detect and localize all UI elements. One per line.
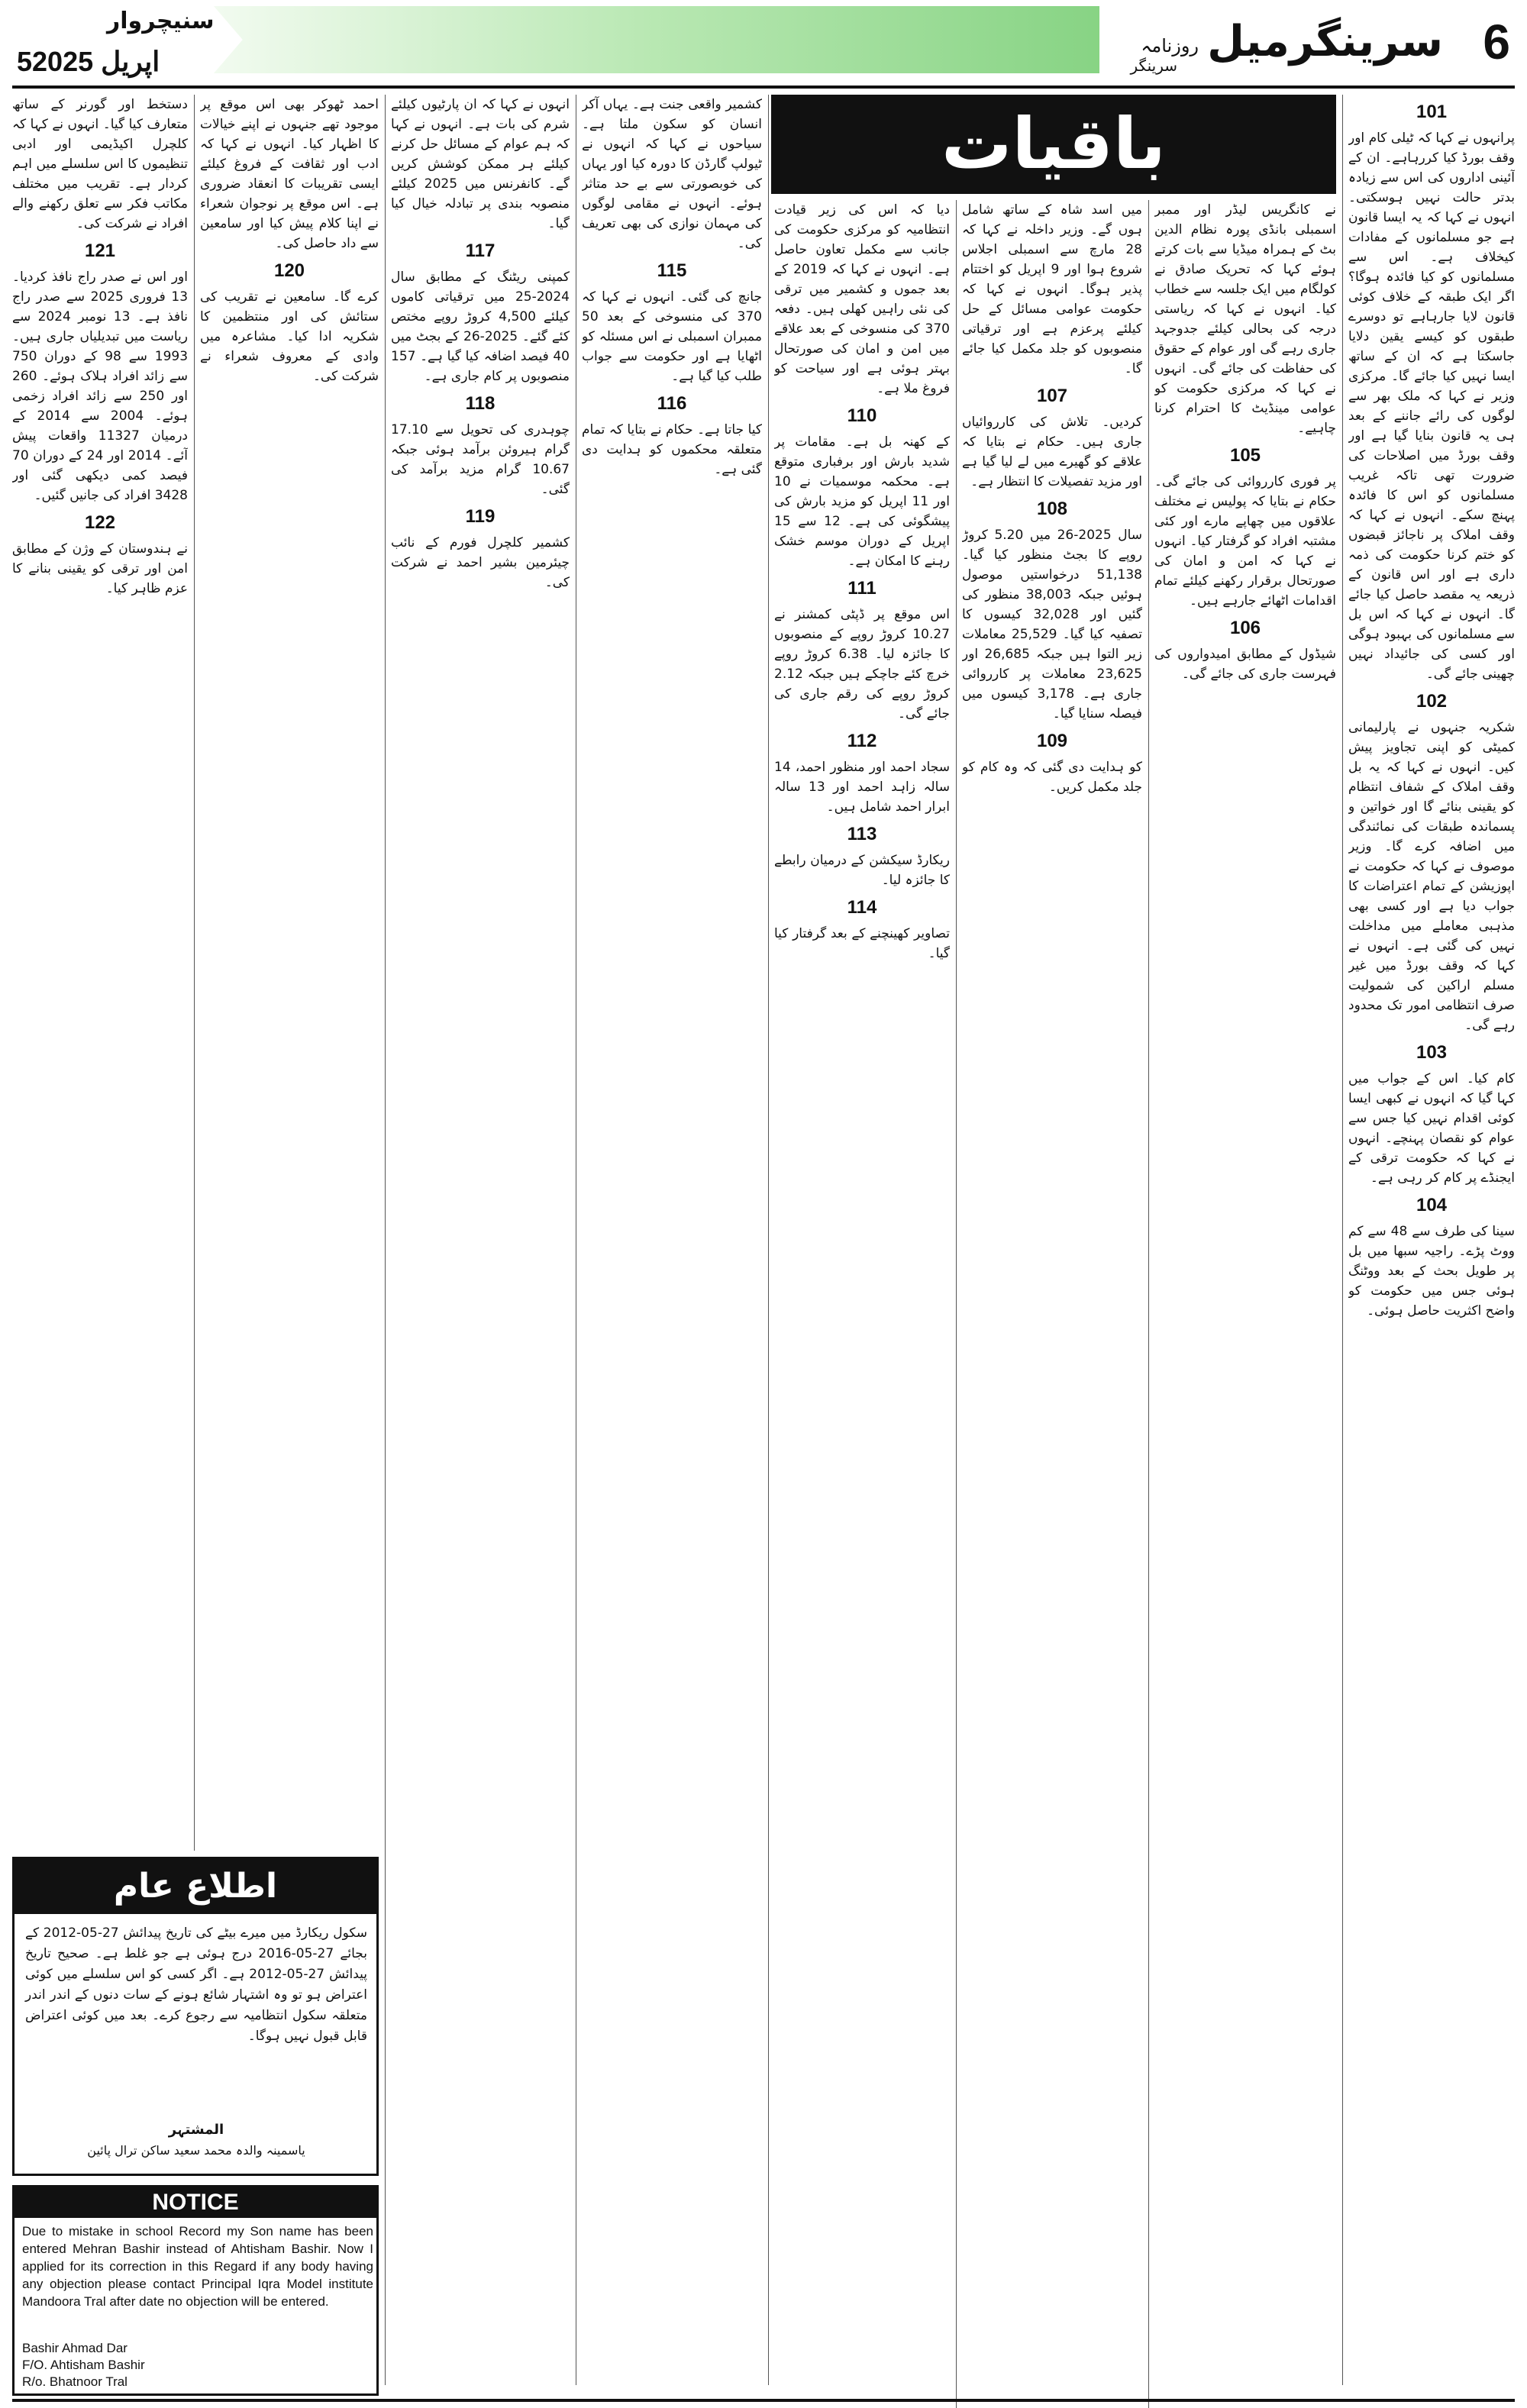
- story-text: کو ہدایت دی گئی کہ وہ کام کو جلد مکمل کریں۔: [962, 760, 1142, 795]
- column-divider: [1342, 95, 1343, 2385]
- story-number: 101: [1416, 102, 1448, 122]
- story-number: 115: [657, 260, 687, 281]
- story-number: 107: [1036, 386, 1068, 406]
- story-text: کیا جاتا ہے۔ حکام نے بتایا کہ تمام متعلقہ محکموں کو ہدایت دی گئی ہے۔: [582, 422, 762, 477]
- column-1: [1348, 95, 1515, 2332]
- story-number: 114: [847, 897, 877, 918]
- story-number: 116: [657, 393, 687, 414]
- notice-sig-relation: F/O. Ahtisham Bashir: [22, 2358, 145, 2372]
- story-number: 111: [847, 578, 876, 599]
- story-text: تصاویر کھینچنے کے بعد گرفتار کیا گیا۔: [774, 926, 950, 961]
- story-text: کام کیا۔ اس کے جواب میں کہا گیا کہ انہوں نے کبھی ایسا کوئی اقدام نہیں کیا جس سے عوام کو نقصان پہنچے۔ انہوں نے کہا کہ حکومت ترقی کے ایجنڈے پر کام کر رہی ہے۔: [1348, 1071, 1515, 1186]
- story-number: 105: [1229, 445, 1261, 466]
- story-text: کمپنی ریٹنگ کے مطابق سال 2024-25 میں ترقیاتی کاموں کیلئے 4,500 کروڑ روپے مختص کئے گئے۔ 2025-26 کے بجٹ میں 40 فیصد اضافہ کیا گیا ہے۔ 157 منصوبوں پر کام جاری ہے۔: [391, 270, 570, 384]
- masthead-title-block: [1099, 3, 1527, 79]
- story-text: احمد ٹھوکر بھی اس موقع پر موجود تھے جنہوں نے اپنے خیالات کا اظہار کیا۔ انہوں نے کہا کہ ادب اور ثقافت کے فروغ کیلئے ایسی تقریبات کا انعقاد ضروری ہے۔ اس موقع پر نوجوان شعراء نے اپنا کلام پیش کیا اور سامعین سے داد حاصل کی۔: [200, 97, 379, 251]
- story-number: 118: [465, 393, 496, 414]
- story-number: 120: [273, 260, 305, 281]
- story-text: شیڈول کے مطابق امیدواروں کی فہرست جاری کی جائے گی۔: [1154, 647, 1336, 682]
- masthead-date-block: [0, 5, 215, 81]
- issue-date: 5اپریل 2025: [17, 46, 160, 77]
- story-number: 112: [847, 731, 877, 751]
- story-number: 121: [84, 240, 116, 261]
- newspaper-city: سرینگر: [1130, 56, 1177, 75]
- story-text: کے کھنہ بل ہے۔ مقامات پر شدید بارش اور برفباری متوقع ہے۔ محکمہ موسمیات نے 10 اور 11 اپریل کو مزید بارش کی پیشگوئی کی ہے۔ 12 سے 15 اپریل کے دوران موسم خشک رہنے کا امکان ہے۔: [774, 434, 950, 569]
- page-bottom-rule: [12, 2399, 1515, 2402]
- story-number: 106: [1229, 618, 1261, 638]
- newspaper-prefix: روزنامہ: [1141, 35, 1199, 56]
- story-number: 113: [847, 824, 877, 844]
- column-8: [12, 95, 188, 1851]
- story-number: 102: [1416, 691, 1448, 712]
- story-text: میں اسد شاہ کے ساتھ شامل ہوں گے۔ وزیر داخلہ نے کہا کہ 28 مارچ سے اسمبلی اجلاس شروع ہوا اور 9 اپریل کو اختتام پذیر ہوگا۔ انہوں نے کہا کہ حکومت عوامی مسائل کے حل کیلئے پرعزم ہے اور ترقیاتی منصوبوں کو جلد مکمل کیا جائے گا۔: [962, 202, 1142, 376]
- page-number: 6: [1483, 15, 1510, 69]
- story-text: کردیں۔ تلاش کی کارروائیاں جاری ہیں۔ حکام نے بتایا کہ علاقے کو گھیرے میں لے لیا گیا ہے اور مزید تفصیلات کا انتظار ہے۔: [962, 415, 1142, 489]
- column-divider: [385, 95, 386, 2385]
- section-banner: [771, 95, 1336, 194]
- story-text: دستخط اور گورنر کے ساتھ متعارف کیا گیا۔ انہوں نے کہا کہ کلچرل اکیڈیمی اور ادبی تنظیموں کا اس سلسلے میں اہم کردار ہے۔ تقریب میں مختلف مکاتب فکر سے تعلق رکھنے والے افراد نے شرکت کی۔: [12, 97, 188, 231]
- story-text: نے ہندوستان کے وژن کے مطابق امن اور ترقی کو یقینی بنانے کا عزم ظاہر کیا۔: [12, 541, 188, 596]
- story-number: 117: [465, 240, 496, 261]
- story-text: شکریہ جنہوں نے پارلیمانی کمیٹی کو اپنی تجاویز پیش کیں۔ انہوں نے کہا کہ یہ بل وقف املاک کے شفاف انتظام کو یقینی بنائے گا اور خواتین و پسماندہ طبقات کی نمائندگی میں اضافہ کرے گا۔ وزیر موصوف نے کہا کہ حکومت نے اپوزیشن کے تمام اعتراضات کا جواب دیا ہے اور کسی بھی مذہبی معاملے میں مداخلت نہیں کی گئی ہے۔ انہوں نے کہا کہ وقف بورڈ میں غیر مسلم اراکین کی شمولیت صرف انتظامی امور تک محدود رہے گی۔: [1348, 720, 1515, 1033]
- story-number: 104: [1416, 1195, 1448, 1215]
- notice-sig-address: R/o. Bhatnoor Tral: [22, 2374, 128, 2389]
- story-number: 122: [84, 512, 116, 533]
- story-number: 109: [1036, 731, 1068, 751]
- notice-english: [12, 2185, 379, 2396]
- story-text: اور اس نے صدر راج نافذ کردیا۔ 13 فروری 2025 سے صدر راج نافذ ہے۔ 13 نومبر 2024 سے ریاست میں تبدیلیاں جاری ہیں۔ 1993 سے 98 کے دوران 750 سے زائد افراد ہلاک ہوئے۔ 260 اور 250 سے زائد افراد زخمی ہوئے۔ 2004 سے 2014 کے درمیان 11327 واقعات پیش آئے۔ 2014 اور 24 کے دوران 70 فیصد کمی دیکھی گئی اور 3428 افراد کی جانیں گئیں۔: [12, 270, 188, 503]
- newspaper-name: سرینگرمیل: [1207, 17, 1443, 66]
- public-notice-signatory: یاسمینہ والدہ محمد سعید ساکن ترال پائین: [87, 2143, 305, 2158]
- story-text: سال 2025-26 میں 5.20 کروڑ روپے کا بجٹ منظور کیا گیا۔ 51,138 درخواستیں موصول ہوئیں جبکہ 38,003 منظور کی گئیں اور 32,028 کیسوں کا تصفیہ کیا گیا۔ 25,529 معاملات زیر التوا ہیں جبکہ 26,685 اور 23,625 معاملات پر کارروائی جاری ہے۔ 3,178 کیسوں میں فیصلہ سنایا گیا۔: [962, 528, 1142, 721]
- notice-sig-name: Bashir Ahmad Dar: [22, 2341, 128, 2355]
- masthead: [0, 0, 1527, 90]
- notice-signature: [22, 2340, 373, 2390]
- notice-title: NOTICE: [15, 2187, 376, 2218]
- story-text: کشمیر واقعی جنت ہے۔ یہاں آکر انسان کو سکون ملتا ہے۔ سیاحوں نے کہا کہ انہوں نے ٹیولپ گارڈن کا دورہ کیا اور یہاں کی خوبصورتی سے بے حد متاثر ہوئے۔ انہوں نے مقامی لوگوں کی مہمان نوازی کی بھی تعریف کی۔: [582, 97, 762, 251]
- public-notice-body: سکول ریکارڈ میں میرے بیٹے کی تاریخ پیدائش 27-05-2012 کے بجائے 27-05-2016 درج ہوئی ہے جو غلط ہے۔ صحیح تاریخ پیدائش 27-05-2012 ہے۔ اگر کسی کو اس سلسلے میں کوئی اعتراض ہو تو وہ اشتہار شائع ہونے کے سات دنوں کے اندر اندر متعلقہ سکول انتظامیہ سے رجوع کرے۔ بعد میں کوئی اعتراض قابل قبول نہیں ہوگا۔: [25, 1925, 367, 2044]
- public-notice-urdu: [12, 1857, 379, 2176]
- story-text: سینا کی طرف سے 48 سے کم ووٹ پڑے۔ راجیہ سبھا میں بل پر طویل بحث کے بعد ووٹنگ ہوئی جس میں حکومت کو واضح اکثریت حاصل ہوئی۔: [1348, 1224, 1515, 1319]
- masthead-green-band: [214, 6, 1176, 73]
- story-text: ریکارڈ سیکشن کے درمیان رابطے کا جائزہ لیا۔: [774, 853, 950, 888]
- public-notice-title: اطلاع عام: [15, 1859, 376, 1914]
- story-text: اس موقع پر ڈپٹی کمشنر نے 10.27 کروڑ روپے کے منصوبوں کا جائزہ لیا۔ 6.38 کروڑ روپے خرچ کئے جاچکے ہیں جبکہ 2.12 کروڑ روپے کی رقم جاری کی جائے گی۔: [774, 607, 950, 721]
- notice-body: Due to mistake in school Record my Son name has been entered Mehran Bashir instead of Ahtisham Bashir. Now I applied for its correction in this Regard if any body having any objection please contact Principal Iqra Model institute Mandoora Tral after date no objection will be entered.: [22, 2224, 373, 2309]
- column-4: [774, 200, 950, 2391]
- column-divider: [768, 95, 769, 2385]
- story-text: جانچ کی گئی۔ انہوں نے کہا کہ 370 کی منسوخی کے بعد 50 ممبران اسمبلی نے اس مسئلہ کو اٹھایا ہے اور حکومت سے جواب طلب کیا گیا ہے۔: [582, 289, 762, 384]
- section-title: باقیات: [941, 103, 1166, 185]
- story-text: کرے گا۔ سامعین نے تقریب کی ستائش کی اور منتظمین کا شکریہ ادا کیا۔ مشاعرہ میں وادی کے معروف شعراء نے شرکت کی۔: [200, 289, 379, 384]
- story-text: کشمیر کلچرل فورم کے نائب چیئرمین بشیر احمد نے شرکت کی۔: [391, 535, 570, 590]
- story-number: 119: [465, 506, 496, 527]
- day-name: سنیچروار: [107, 8, 215, 34]
- story-text: دیا کہ اس کی زیر قیادت انتظامیہ کو مرکزی حکومت کی جانب سے مکمل تعاون حاصل ہے۔ انہوں نے کہا کہ 2019 کے بعد جموں و کشمیر میں ترقی کی نئی راہیں کھلی ہیں۔ دفعہ 370 کی منسوخی کے بعد علاقے میں امن و امان کی صورتحال بہتر ہوئی ہے اور سیاحت کو فروغ ملا ہے۔: [774, 202, 950, 396]
- column-7: [200, 95, 379, 1851]
- story-number: 103: [1416, 1042, 1448, 1063]
- column-2: [1154, 200, 1336, 2391]
- masthead-rule: [12, 86, 1515, 89]
- story-number: 110: [847, 405, 877, 426]
- column-divider: [194, 95, 195, 1851]
- story-number: 108: [1036, 499, 1068, 519]
- column-5: [582, 95, 762, 2332]
- story-text: پرانہوں نے کہا کہ ٹیلی کام اور وقف بورڈ کیا کررہاہے۔ ان کے آئینی اداروں کی اس سے زیادہ بدتر حالت نہیں ہوسکتی۔ انہوں نے کہا کہ یہ ایسا قانون ہے جو مسلمانوں کے مفادات کیخلاف ہے۔ اس سے مسلمانوں کو کیا فائدہ ہوگا؟ اگر ایک طبقہ کے خلاف کوئی قانون لایا جارہاہے تو دوسرے طبقوں کو کیسے یقین دلایا جاسکتا ہے کہ ان کے ساتھ ایسا نہیں کیا جائے گا۔ مرکزی وزیر نے کہا کہ ملک بھر سے لوگوں کی رائے جاننے کے بعد ہی یہ قانون بنایا گیا ہے اور وقف بورڈ میں اصلاحات کی ضرورت تھی تاکہ غریب مسلمانوں کو اس کا فائدہ پہنچ سکے۔ انہوں نے کہا کہ وقف املاک پر ناجائز قبضوں کو ختم کرنا حکومت کی ذمہ داری ہے اور اس قانون کے ذریعہ یہ مقصد حاصل کیا جائے گا۔ انہوں نے کہا کہ اس بل سے مسلمانوں کی بہبود ہوگی اور کسی کی جائیداد نہیں چھینی جائے گی۔: [1348, 131, 1515, 682]
- story-text: سجاد احمد اور منظور احمد، 14 سالہ زاہد احمد اور 13 سالہ ابرار احمد شامل ہیں۔: [774, 760, 950, 815]
- public-notice-signatory-label: المشتہر: [168, 2122, 224, 2138]
- column-3: [962, 200, 1142, 2391]
- story-text: پر فوری کارروائی کی جائے گی۔ حکام نے بتایا کہ پولیس نے مختلف علاقوں میں چھاپے مارے اور کئی مشتبہ افراد کو گرفتار کیا۔ انہوں نے کہا کہ امن و امان کی صورتحال برقرار رکھنے کیلئے تمام اقدامات اٹھائے جارہے ہیں۔: [1154, 474, 1336, 608]
- column-6: [391, 95, 570, 2332]
- story-text: نے کانگریس لیڈر اور ممبر اسمبلی بانڈی پورہ نظام الدین بٹ کے ہمراہ میڈیا سے بات کرتے ہوئے کہا کہ تحریک صادق نے کولگام میں ایک جلسہ سے خطاب کیا۔ انہوں نے کہا کہ ریاستی درجہ کی بحالی کیلئے جدوجہد جاری رہے گی اور عوام کے حقوق کی حفاظت کی جائے گی۔ انہوں نے کہا کہ مرکزی حکومت کو عوامی مینڈیٹ کا احترام کرنا چاہیے۔: [1154, 202, 1336, 436]
- column-divider: [956, 200, 957, 2408]
- column-divider: [1148, 200, 1149, 2408]
- story-text: انہوں نے کہا کہ ان پارٹیوں کیلئے شرم کی بات ہے۔ انہوں نے کہا کہ ہم عوام کے مسائل حل کرنے کیلئے ہر ممکن کوشش کریں گے۔ کانفرنس میں 2025 کیلئے منصوبہ بندی پر تبادلہ خیال کیا گیا۔: [391, 97, 570, 231]
- story-text: چوہدری کی تحویل سے 17.10 گرام ہیروئن برآمد ہوئی جبکہ 10.67 گرام مزید برآمد کی گئی۔: [391, 422, 570, 497]
